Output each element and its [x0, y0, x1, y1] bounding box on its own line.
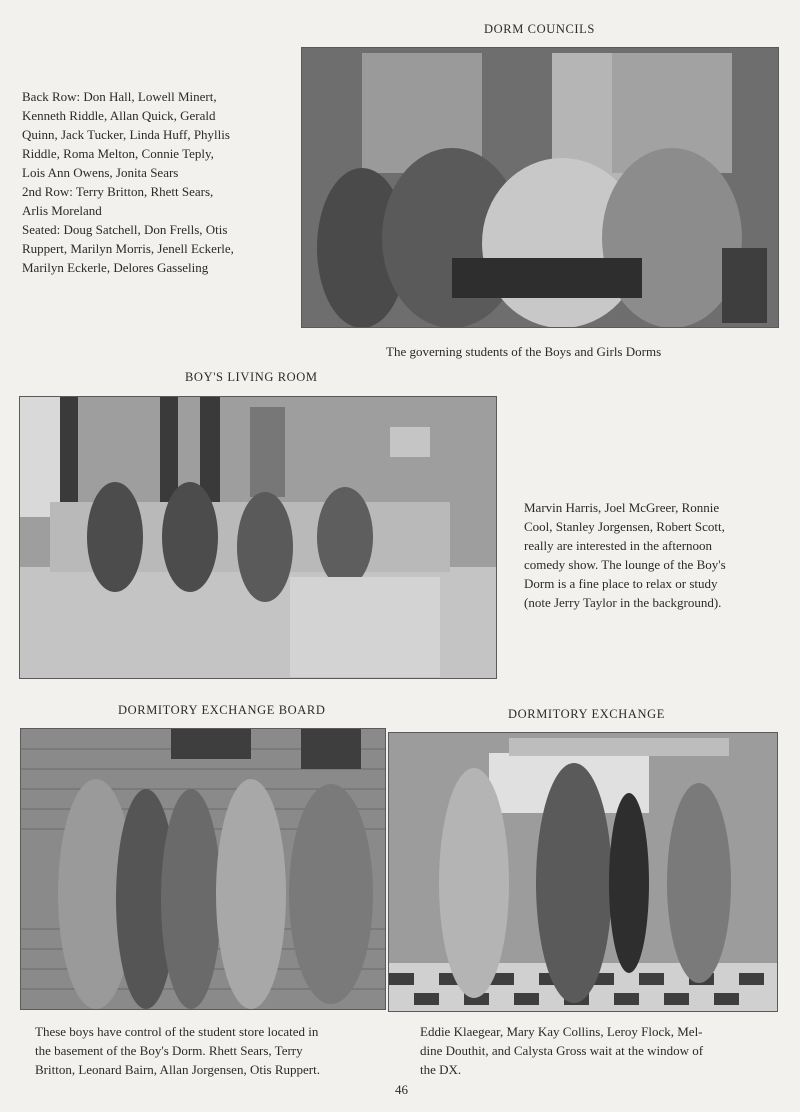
exchange-caption	[420, 1022, 780, 1079]
names-line: Marilyn Eckerle, Delores Gasseling	[22, 260, 209, 275]
description-line: (note Jerry Taylor in the background).	[524, 595, 722, 610]
names-line: Seated: Doug Satchell, Don Frells, Otis	[22, 222, 228, 237]
names-line: Lois Ann Owens, Jonita Sears	[22, 165, 179, 180]
names-line: Back Row: Don Hall, Lowell Minert,	[22, 89, 217, 104]
description-line: Marvin Harris, Joel McGreer, Ronnie	[524, 500, 720, 515]
description-line: Cool, Stanley Jorgensen, Robert Scott,	[524, 519, 725, 534]
description-line: comedy show. The lounge of the Boy's	[524, 557, 726, 572]
dorm-councils-heading: DORM COUNCILS	[484, 22, 595, 36]
dorm-councils-photo	[301, 47, 779, 328]
names-line: Arlis Moreland	[22, 203, 102, 218]
description-line: Dorm is a fine place to relax or study	[524, 576, 718, 591]
names-line: Kenneth Riddle, Allan Quick, Gerald	[22, 108, 216, 123]
boys-living-room-heading: BOY'S LIVING ROOM	[185, 370, 318, 384]
names-line: Ruppert, Marilyn Morris, Jenell Eckerle,	[22, 241, 234, 256]
exchange-heading: DORMITORY EXCHANGE	[508, 707, 665, 721]
caption-line: Eddie Klaegear, Mary Kay Collins, Leroy Flock, Mel-	[420, 1024, 703, 1039]
caption-line: the basement of the Boy's Dorm. Rhett Sears, Terry	[35, 1043, 303, 1058]
boys-living-room-photo	[19, 396, 497, 679]
exchange-board-photo	[20, 728, 386, 1010]
caption-line: These boys have control of the student store located in	[35, 1024, 319, 1039]
exchange-board-caption	[35, 1022, 385, 1079]
caption-line: Britton, Leonard Bairn, Allan Jorgensen, Otis Ruppert.	[35, 1062, 320, 1077]
names-line: Quinn, Jack Tucker, Linda Huff, Phyllis	[22, 127, 230, 142]
names-line: Riddle, Roma Melton, Connie Teply,	[22, 146, 214, 161]
caption-line: the DX.	[420, 1062, 462, 1077]
dorm-councils-caption: The governing students of the Boys and Girls Dorms	[386, 344, 662, 359]
names-line: 2nd Row: Terry Britton, Rhett Sears,	[22, 184, 214, 199]
dorm-councils-names	[22, 87, 274, 277]
description-line: really are interested in the afternoon	[524, 538, 713, 553]
page-number: 46	[395, 1082, 408, 1097]
exchange-photo	[388, 732, 778, 1012]
caption-line: dine Douthit, and Calysta Gross wait at the window of	[420, 1043, 704, 1058]
exchange-board-heading: DORMITORY EXCHANGE BOARD	[118, 703, 326, 717]
boys-living-room-description	[524, 498, 779, 612]
